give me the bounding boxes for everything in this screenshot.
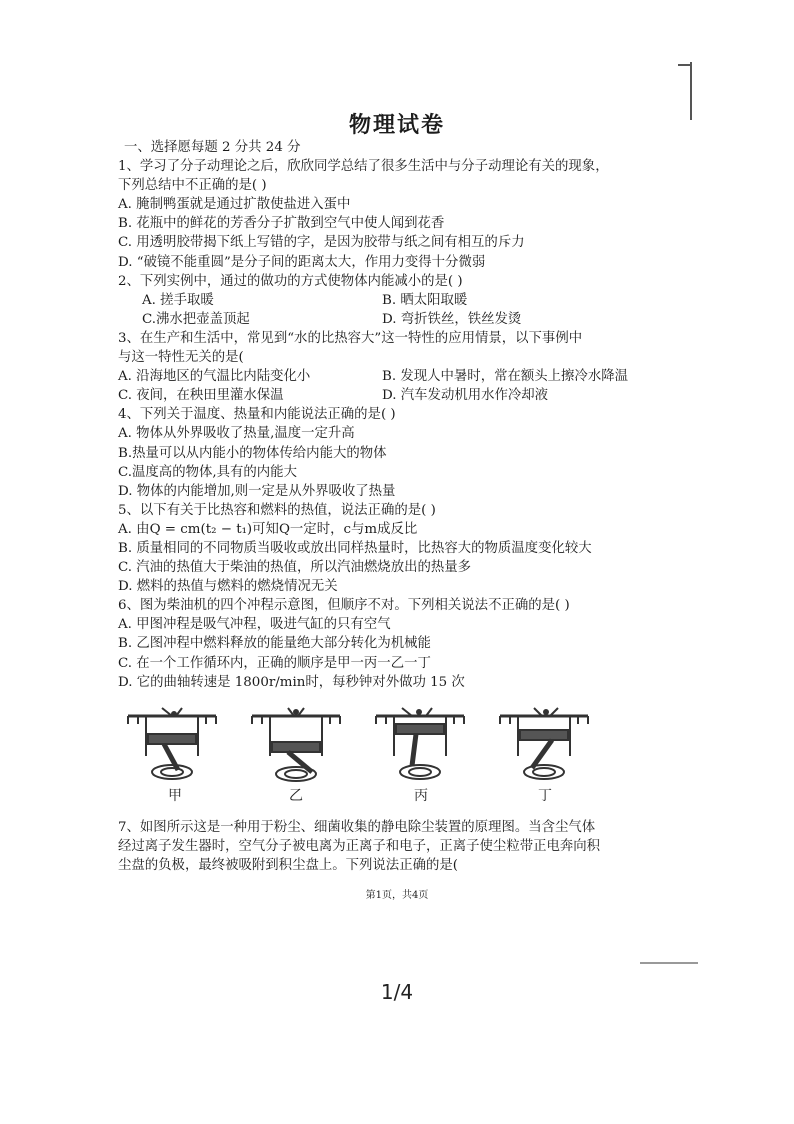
figure-label-ding: 丁: [538, 788, 552, 804]
question-7: [118, 818, 678, 875]
scan-edge-mark: [640, 962, 698, 964]
engine-diagram-ding: [500, 708, 588, 779]
question-stem: 6、图为柴油机的四个冲程示意图，但顺序不对。下列相关说法不正确的是( ): [118, 598, 570, 614]
option-c: C. 用透明胶带揭下纸上写错的字，是因为胶带与纸之间有相互的斥力: [118, 235, 525, 251]
option-a: A. 腌制鸭蛋就是通过扩散使盐进入蛋中: [118, 197, 351, 213]
option-row: [118, 291, 678, 310]
engine-stroke-figure: [124, 704, 604, 804]
question-4: [118, 405, 678, 500]
question-stem: 下列总结中不正确的是( ): [118, 178, 267, 194]
option-d: D. 它的曲轴转速是 1800r/min时，每秒钟对外做功 15 次: [118, 674, 465, 690]
option-d: D. “破镜不能重圆”是分子间的距离太大，作用力变得十分微弱: [118, 254, 486, 270]
option-b: B. 花瓶中的鲜花的芳香分子扩散到空气中使人闻到花香: [118, 216, 445, 232]
figure-label-jia: 甲: [168, 788, 182, 804]
scan-edge-mark: [678, 64, 692, 66]
question-stem: 与这一特性无关的是(: [118, 350, 244, 366]
option-d: D. 物体的内能增加,则一定是从外界吸收了热量: [118, 483, 396, 499]
section-heading: 一、选择愿每题 2 分共 24 分: [124, 140, 301, 155]
option-a: A. 由Q = cm(t₂ − t₁)可知Q一定时，c与m成反比: [118, 521, 418, 537]
page-footer: 第1页，共4页: [365, 890, 429, 901]
question-6: [118, 596, 678, 691]
option-d: D. 汽车发动机用水作冷却液: [382, 388, 549, 404]
engine-diagram-bing: [376, 708, 464, 779]
option-b: B. 发现人中暑时，常在额头上擦冷水降温: [382, 369, 628, 385]
question-stem: 2、下列实例中，通过的做功的方式使物体内能减小的是( ): [118, 273, 463, 289]
question-1: [118, 157, 678, 272]
question-body: [118, 138, 678, 692]
option-b: B. 乙图冲程中燃料释放的能量绝大部分转化为机械能: [118, 636, 431, 652]
engine-stroke-diagrams: [124, 704, 604, 804]
option-d: D. 弯折铁丝，铁丝发烫: [382, 311, 522, 327]
option-c: C. 在一个工作循环内，正确的顺序是甲一丙一乙一丁: [118, 655, 431, 671]
option-d: D. 燃料的热值与燃料的燃烧情况无关: [118, 579, 338, 595]
question-stem: 尘盘的负极，最终被吸附到积尘盘上。下列说法正确的是(: [118, 858, 458, 874]
option-row: [118, 310, 678, 329]
figure-label-bing: 丙: [414, 788, 428, 804]
option-a: A. 甲图冲程是吸气冲程，吸进气缸的只有空气: [118, 617, 391, 633]
option-c: C. 汽油的热值大于柴油的热值，所以汽油燃烧放出的热量多: [118, 560, 472, 576]
question-stem: 5、以下有关于比热容和燃料的热值，说法正确的是( ): [118, 502, 436, 518]
question-stem: 经过离子发生器时，空气分子被电离为正离子和电子，正离子使尘粒带正电奔向积: [118, 839, 601, 855]
option-row: [118, 386, 678, 405]
question-2: [118, 272, 678, 329]
page-indicator: 1/4: [380, 980, 414, 1004]
question-stem: 1、学习了分子动理论之后，欣欣同学总结了很多生活中与分子动理论有关的现象，: [118, 159, 609, 175]
option-row: [118, 367, 678, 386]
page-title: 物理试卷: [348, 112, 445, 138]
option-c: C.沸水把壶盖顶起: [142, 311, 250, 327]
engine-diagram-yi: [252, 708, 340, 781]
question-stem: 7、如图所示这是一种用于粉尘、细菌收集的静电除尘装置的原理图。当含尘气体: [118, 820, 596, 835]
engine-diagram-jia: [128, 708, 216, 779]
figure-label-yi: 乙: [289, 788, 303, 804]
question-3: [118, 329, 678, 405]
option-b: B. 质量相同的不同物质当吸收或放出同样热量时，比热容大的物质温度变化较大: [118, 540, 592, 556]
option-c: C. 夜间，在秧田里灌水保温: [118, 388, 284, 404]
question-5: [118, 501, 678, 596]
question-stem: 3、在生产和生活中，常见到“水的比热容大”这一特性的应用情景，以下事例中: [118, 330, 583, 346]
option-c: C.温度高的物体,具有的内能大: [118, 464, 297, 480]
option-a: A. 沿海地区的气温比内陆变化小: [118, 369, 311, 385]
option-b: B. 晒太阳取暖: [382, 292, 468, 308]
option-a: A. 搓手取暖: [142, 292, 214, 308]
option-a: A. 物体从外界吸收了热量,温度一定升高: [118, 426, 355, 442]
option-b: B.热量可以从内能小的物体传给内能大的物体: [118, 445, 387, 461]
question-stem: 4、下列关于温度、热量和内能说法正确的是( ): [118, 407, 396, 423]
